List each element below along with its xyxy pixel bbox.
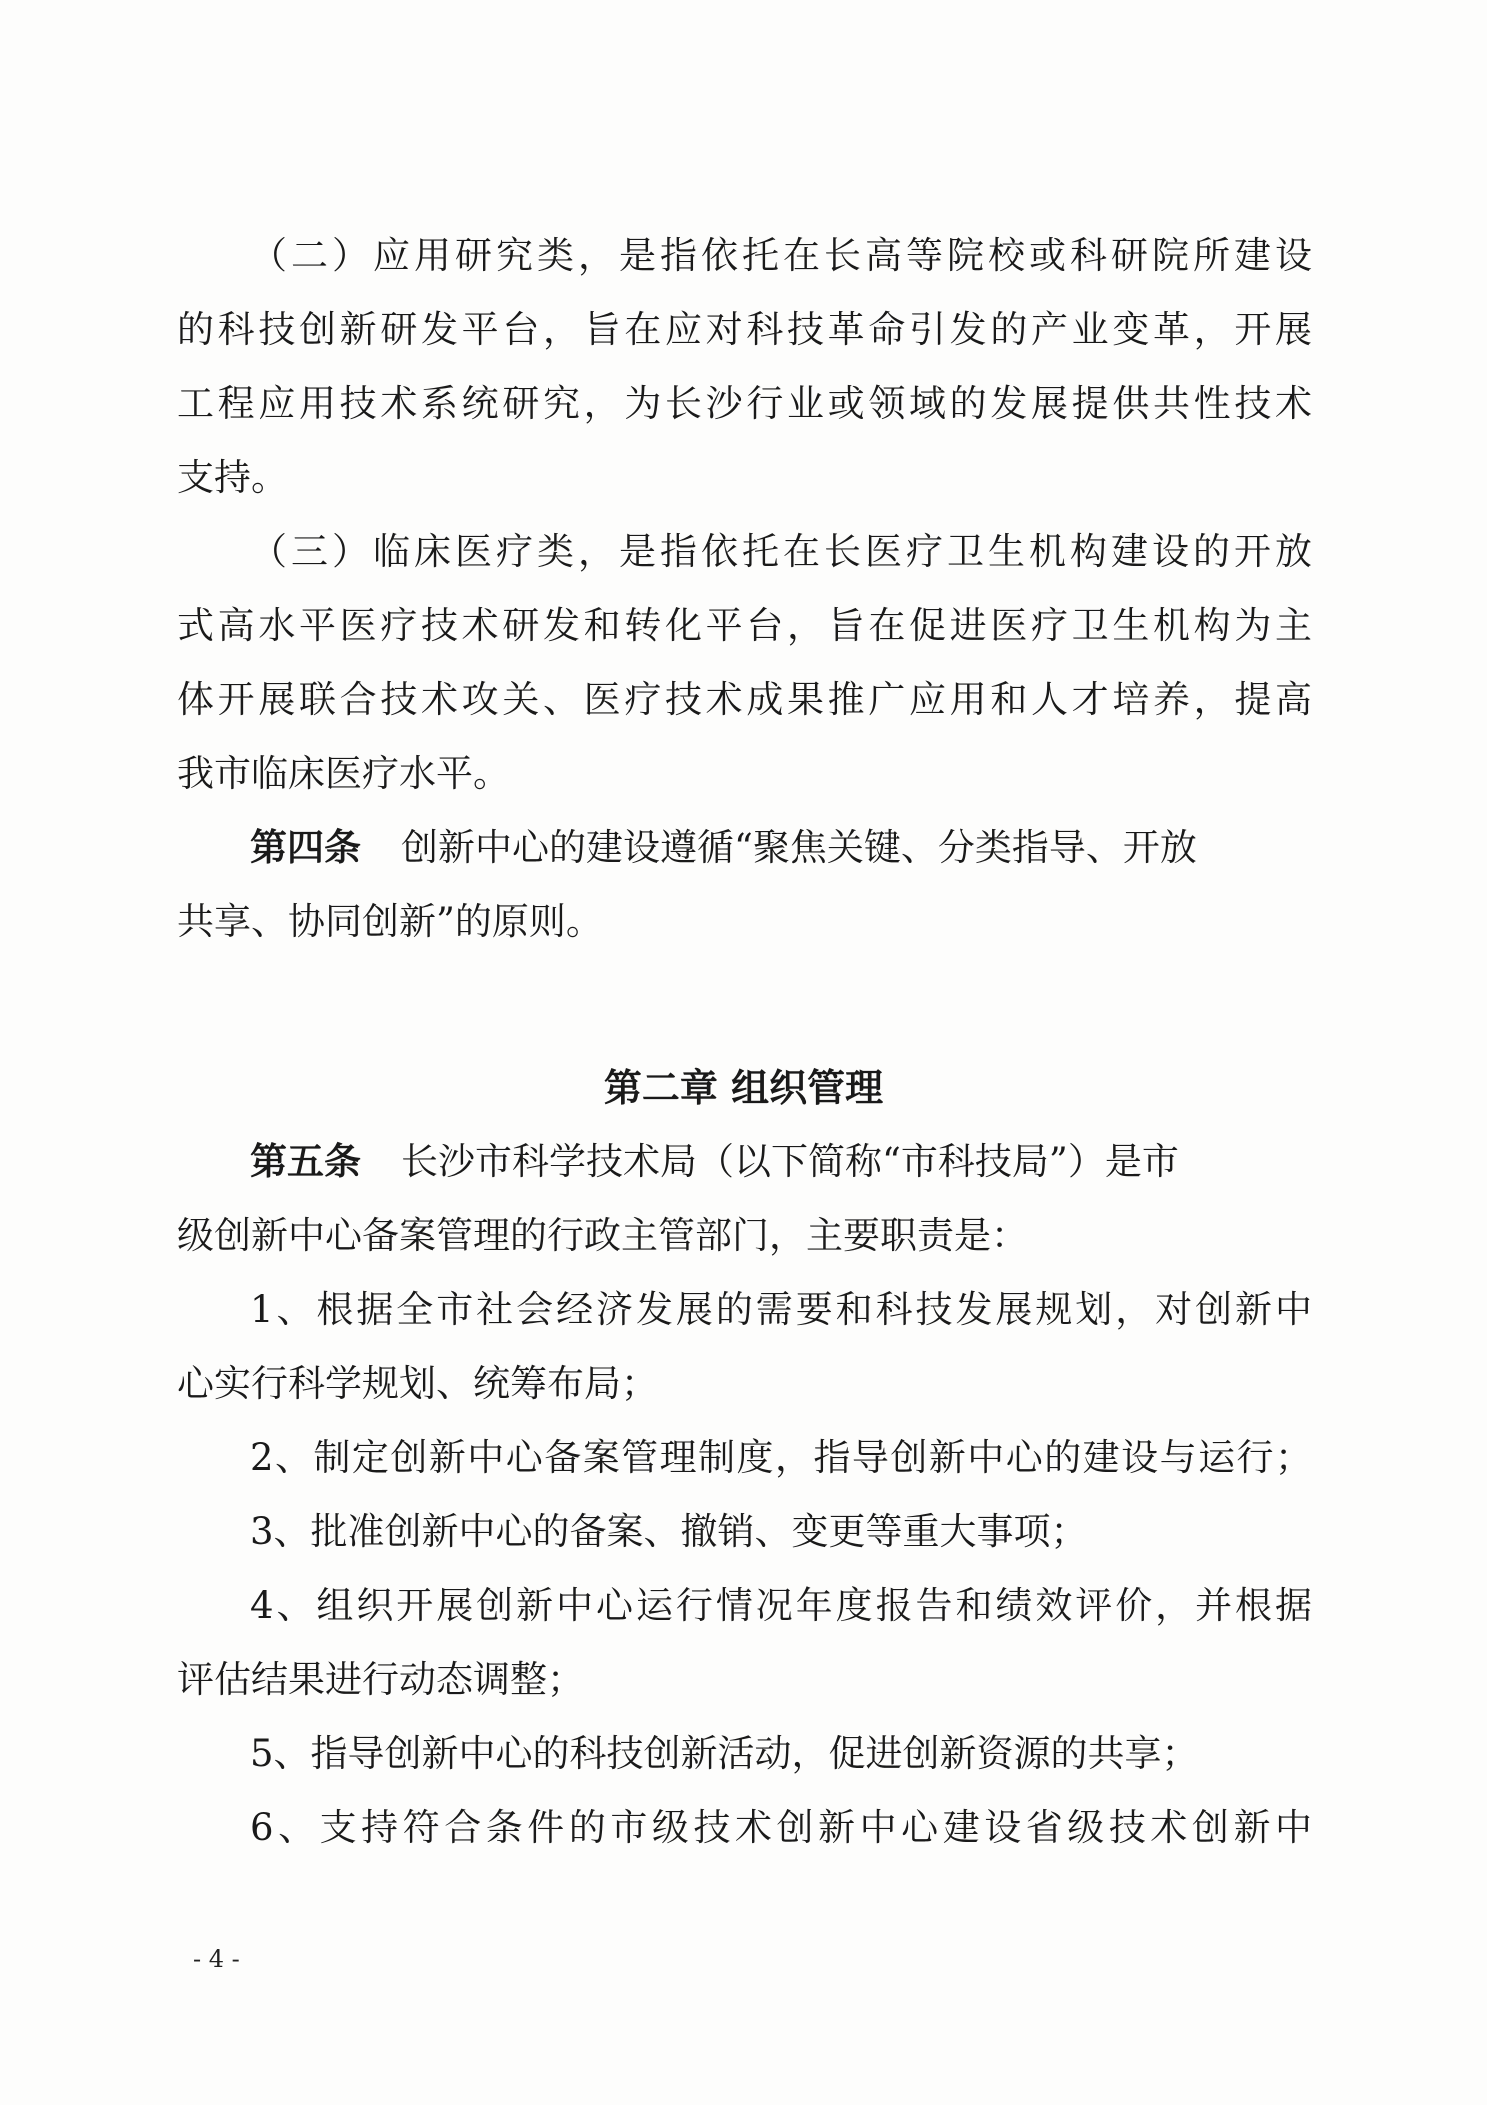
- paragraph-line: 级创新中心备案管理的行政主管部门，主要职责是：: [177, 1214, 1028, 1257]
- paragraph-line: 的科技创新研发平台，旨在应对科技革命引发的产业变革，开展: [177, 308, 1312, 351]
- article-4-label: 第四条: [250, 826, 361, 869]
- article-4-text: 创新中心的建设遵循“聚焦关键、分类指导、开放: [401, 826, 1197, 869]
- article-4-line: [250, 818, 1312, 878]
- paragraph-line: 体开展联合技术攻关、医疗技术成果推广应用和人才培养，提高: [177, 678, 1312, 721]
- article-5-line: [250, 1132, 1312, 1192]
- duty-item: 5、指导创新中心的科技创新活动，促进创新资源的共享；: [250, 1732, 1199, 1775]
- duty-item: 1、根据全市社会经济发展的需要和科技发展规划，对创新中: [250, 1288, 1312, 1331]
- paragraph-line: 我市临床医疗水平。: [177, 752, 510, 795]
- duty-item: 评估结果进行动态调整；: [177, 1658, 584, 1701]
- duty-item: 心实行科学规划、统筹布局；: [177, 1362, 658, 1405]
- paragraph-line: 共享、协同创新”的原则。: [177, 900, 603, 943]
- paragraph-line: 式高水平医疗技术研发和转化平台，旨在促进医疗卫生机构为主: [177, 604, 1312, 647]
- page-number: - 4 -: [193, 1945, 240, 1973]
- article-5-text: 长沙市科学技术局（以下简称“市科技局”）是市: [401, 1140, 1179, 1183]
- duty-item: 2、制定创新中心备案管理制度，指导创新中心的建设与运行；: [250, 1436, 1312, 1479]
- paragraph-line: 工程应用技术系统研究，为长沙行业或领域的发展提供共性技术: [177, 382, 1312, 425]
- paragraph-line: （二）应用研究类，是指依托在长高等院校或科研院所建设: [250, 234, 1312, 277]
- duty-item: 3、批准创新中心的备案、撤销、变更等重大事项；: [250, 1510, 1088, 1553]
- duty-item: 6、支持符合条件的市级技术创新中心建设省级技术创新中: [250, 1806, 1312, 1849]
- duty-item: 4、组织开展创新中心运行情况年度报告和绩效评价，并根据: [250, 1584, 1312, 1627]
- paragraph-line: 支持。: [177, 456, 288, 499]
- article-5-label: 第五条: [250, 1140, 361, 1183]
- paragraph-line: （三）临床医疗类，是指依托在长医疗卫生机构建设的开放: [250, 530, 1312, 573]
- chapter-heading: 第二章 组织管理: [603, 1066, 884, 1110]
